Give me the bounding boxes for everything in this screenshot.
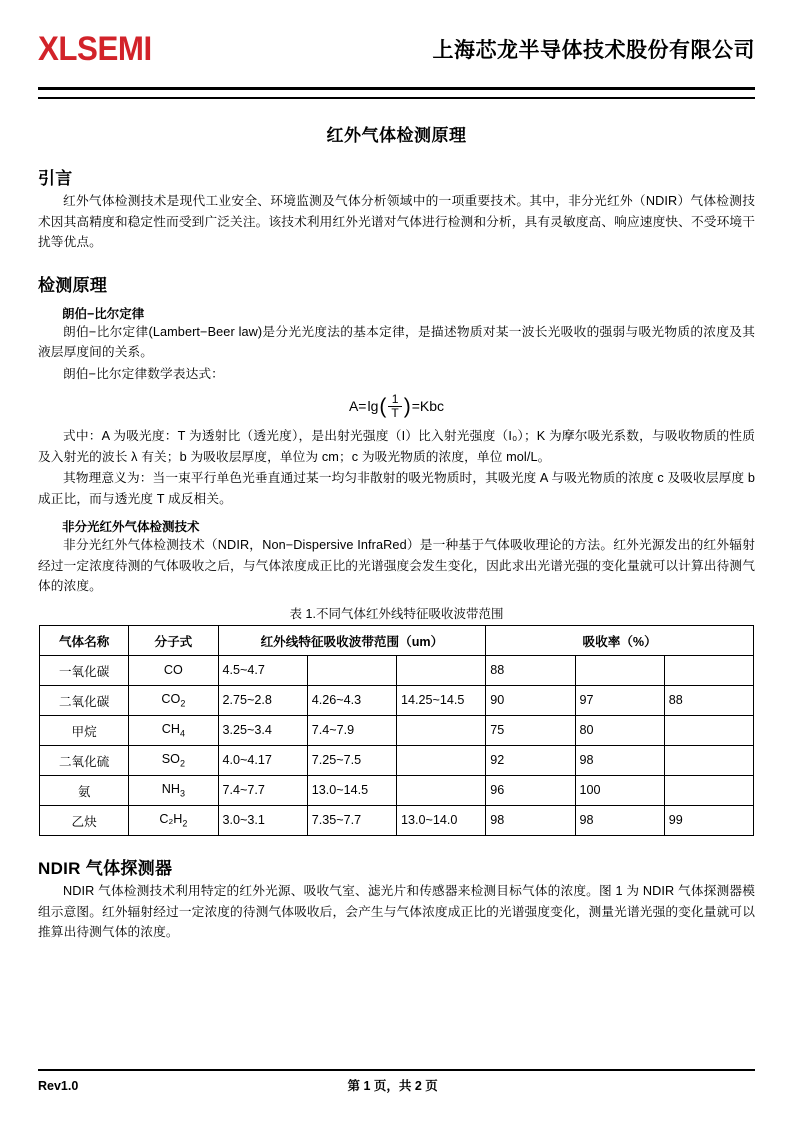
ndir-tech-paragraph: 非分光红外气体检测技术（NDIR，Non−Dispersive InfraRed）是一种基于气体吸收理论的方法。红外光源发出的红外辐射经过一定浓度待测的气体吸收之后，与气体浓度成正比的光谱强度会发生变化，因此求出光谱光强的变化量就可以计算出待测气体的浓度。 bbox=[38, 538, 755, 594]
cell-absorption-band: 2.75~2.8 bbox=[218, 685, 307, 715]
lambert-beer-paragraph-1: 朗伯−比尔定律(Lambert−Beer law)是分光光度法的基本定律，是描述物质对某一波长光吸收的强弱与吸光物质的浓度及其液层厚度间的关系。 bbox=[38, 324, 755, 360]
cell-molecular-formula: $CO_2$ bbox=[129, 685, 218, 715]
cell-absorption-band: 13.0~14.0 bbox=[397, 805, 486, 835]
cell-absorption-rate: 90 bbox=[486, 685, 575, 715]
cell-absorption-band: 7.4~7.7 bbox=[218, 775, 307, 805]
footer-content bbox=[38, 1076, 755, 1094]
cell-absorption-rate bbox=[575, 655, 664, 685]
cell-gas-name: 乙炔 bbox=[40, 805, 129, 835]
cell-absorption-band bbox=[397, 775, 486, 805]
column-header-absorption-rates: 吸收率（%） bbox=[486, 625, 754, 655]
cell-gas-name: 甲烷 bbox=[40, 715, 129, 745]
lambert-beer-paragraph-4: 其物理意义为：当一束平行单色光垂直通过某一均匀非散射的吸光物质时，其吸光度 A 与吸光物质的浓度 c 及吸收层厚度 b 成正比，而与透光度 T 成反相关。 bbox=[38, 471, 755, 506]
formula-log-operator: lg bbox=[367, 398, 379, 415]
cell-absorption-rate: 96 bbox=[486, 775, 575, 805]
cell-absorption-band: 3.25~3.4 bbox=[218, 715, 307, 745]
table-row bbox=[40, 685, 754, 715]
cell-absorption-band: 3.0~3.1 bbox=[218, 805, 307, 835]
footer-page-number: 第 1 页，共 2 页 bbox=[347, 1079, 438, 1093]
formula-expression bbox=[349, 393, 444, 418]
company-name: 上海芯龙半导体技术股份有限公司 bbox=[432, 38, 755, 62]
table-row bbox=[40, 805, 754, 835]
cell-absorption-rate bbox=[664, 745, 753, 775]
cell-gas-name: 二氧化碳 bbox=[40, 685, 129, 715]
intro-paragraph: 红外气体检测技术是现代工业安全、环境监测及气体分析领域中的一项重要技术。其中，非分光红外（NDIR）气体检测技术因其高精度和稳定性而受到广泛关注。该技术利用红外光谱对气体进行检测和分析，具有灵敏度高、响应速度快、不受环境干扰等优点。 bbox=[38, 194, 755, 250]
cell-absorption-band: 4.26~4.3 bbox=[307, 685, 396, 715]
cell-molecular-formula: $SO_2$ bbox=[129, 745, 218, 775]
cell-absorption-band: 7.25~7.5 bbox=[307, 745, 396, 775]
formula-subscript: 2 bbox=[179, 758, 185, 769]
section-heading-intro: 引言 bbox=[38, 169, 73, 188]
cell-absorption-rate: 92 bbox=[486, 745, 575, 775]
gas-absorption-table bbox=[39, 625, 754, 836]
formula-subscript: 2 bbox=[180, 698, 186, 709]
column-header-absorption-bands: 红外线特征吸收波带范围（um） bbox=[218, 625, 486, 655]
formula-rhs: =Kbc bbox=[411, 398, 445, 415]
cell-gas-name: 一氧化碳 bbox=[40, 655, 129, 685]
table-row bbox=[40, 715, 754, 745]
cell-absorption-rate: 80 bbox=[575, 715, 664, 745]
table-row bbox=[40, 745, 754, 775]
cell-absorption-band bbox=[307, 655, 396, 685]
lambert-beer-paragraph-2: 朗伯−比尔定律数学表达式： bbox=[63, 366, 224, 381]
cell-absorption-rate: 88 bbox=[486, 655, 575, 685]
cell-absorption-rate: 88 bbox=[664, 685, 753, 715]
formula-lhs: A= bbox=[348, 398, 367, 415]
formula-fraction bbox=[388, 393, 401, 418]
cell-absorption-band bbox=[397, 715, 486, 745]
footer-revision: Rev1.0 bbox=[38, 1079, 79, 1093]
formula-subscript: 4 bbox=[179, 728, 185, 739]
cell-absorption-rate: 99 bbox=[664, 805, 753, 835]
cell-molecular-formula: $NH_3$ bbox=[129, 775, 218, 805]
formula-open-paren: ( bbox=[379, 394, 387, 418]
subsection-heading-ndir-tech: 非分光红外气体检测技术 bbox=[62, 520, 200, 535]
cell-absorption-band: 13.0~14.5 bbox=[307, 775, 396, 805]
page-footer bbox=[38, 1069, 755, 1094]
cell-molecular-formula: $CH_4$ bbox=[129, 715, 218, 745]
formula-denominator: T bbox=[388, 406, 401, 419]
column-header-molecular-formula: 分子式 bbox=[129, 625, 218, 655]
cell-gas-name: 氨 bbox=[40, 775, 129, 805]
table-row bbox=[40, 775, 754, 805]
cell-absorption-band: 4.5~4.7 bbox=[218, 655, 307, 685]
cell-absorption-band: 4.0~4.17 bbox=[218, 745, 307, 775]
cell-molecular-formula: CO bbox=[129, 655, 218, 685]
cell-absorption-band bbox=[397, 655, 486, 685]
header-divider-rule bbox=[38, 87, 755, 99]
company-logo: XLSEMI bbox=[38, 30, 152, 68]
cell-absorption-rate: 100 bbox=[575, 775, 664, 805]
cell-absorption-rate: 97 bbox=[575, 685, 664, 715]
table-header-row bbox=[40, 625, 754, 655]
lambert-beer-paragraph-3: 式中：A 为吸光度：T 为透射比（透光度），是出射光强度（I）比入射光强度（I₀）；K 为摩尔吸光系数，与吸收物质的性质及入射光的波长 λ 有关；b 为吸收层厚度，单位为 cm；c 为吸光物质的浓度，单位 mol/L。 bbox=[38, 428, 755, 464]
cell-absorption-rate bbox=[664, 715, 753, 745]
page-header bbox=[38, 0, 755, 84]
formula-subscript: 3 bbox=[179, 788, 185, 799]
section-heading-principle: 检测原理 bbox=[38, 275, 108, 295]
formula-subscript: 2 bbox=[182, 818, 188, 829]
cell-absorption-rate: 75 bbox=[486, 715, 575, 745]
subsection-heading-lambert-beer: 朗伯−比尔定律 bbox=[62, 306, 145, 321]
section-heading-ndir-detector: NDIR 气体探测器 bbox=[38, 858, 173, 878]
cell-absorption-band: 7.35~7.7 bbox=[307, 805, 396, 835]
cell-absorption-rate bbox=[664, 655, 753, 685]
table-body bbox=[40, 655, 754, 835]
ndir-detector-paragraph: NDIR 气体检测技术利用特定的红外光源、吸收气室、滤光片和传感器来检测目标气体的浓度。图 1 为 NDIR 气体探测器模组示意图。红外辐射经过一定浓度的待测气体吸收后，会产生与气体浓度成正比的光谱强度变化，测量光谱光强的变化量就可以推算出待测气体的浓度。 bbox=[38, 883, 755, 940]
document-title: 红外气体检测原理 bbox=[326, 126, 467, 145]
cell-absorption-rate bbox=[664, 775, 753, 805]
cell-absorption-band: 14.25~14.5 bbox=[397, 685, 486, 715]
lambert-beer-formula bbox=[38, 393, 755, 418]
footer-divider-rule bbox=[38, 1069, 755, 1071]
cell-absorption-band bbox=[397, 745, 486, 775]
table-header bbox=[40, 625, 754, 655]
cell-absorption-band: 7.4~7.9 bbox=[307, 715, 396, 745]
cell-absorption-rate: 98 bbox=[486, 805, 575, 835]
cell-gas-name: 二氧化硫 bbox=[40, 745, 129, 775]
column-header-gas-name: 气体名称 bbox=[40, 625, 129, 655]
table-row bbox=[40, 655, 754, 685]
cell-absorption-rate: 98 bbox=[575, 805, 664, 835]
formula-close-paren: ) bbox=[403, 394, 411, 418]
cell-absorption-rate: 98 bbox=[575, 745, 664, 775]
formula-numerator: 1 bbox=[391, 392, 399, 407]
table-caption: 表 1.不同气体红外线特征吸收波带范围 bbox=[289, 606, 504, 621]
cell-molecular-formula: $C_2H_2$ bbox=[129, 805, 218, 835]
